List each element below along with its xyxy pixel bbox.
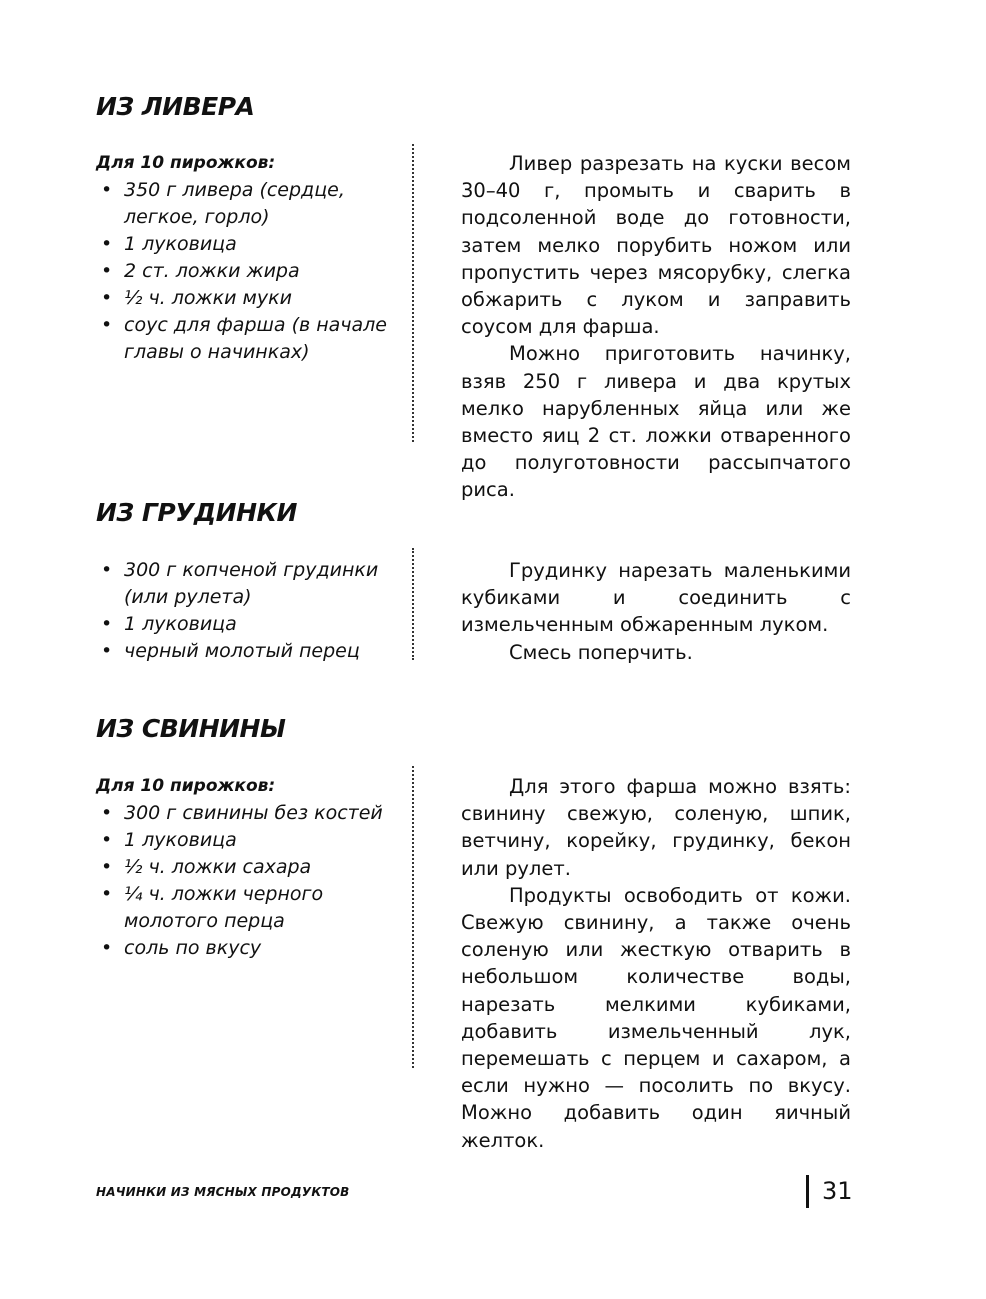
- bullet-icon: •: [101, 829, 113, 851]
- instructions-block-brisket: [461, 557, 851, 666]
- ingredient-item: • 2 ст. ложки жира: [96, 258, 401, 285]
- ingredient-list: [96, 177, 401, 366]
- ingredients-block-brisket: [96, 557, 401, 665]
- ingredient-item: • 1 луковица: [96, 827, 401, 854]
- ingredient-item: • 1 луковица: [96, 611, 401, 638]
- bullet-icon: •: [101, 260, 113, 282]
- column-divider: [412, 144, 414, 442]
- ingredients-block-liver: [96, 150, 401, 366]
- bullet-icon: •: [101, 802, 113, 824]
- bullet-icon: •: [101, 640, 113, 662]
- section-title-pork: ИЗ СВИНИНЫ: [96, 714, 286, 743]
- instruction-paragraph: Можно приготовить начинку, взяв 250 г ливера и два крутых мелко нарубленных яйца или же вместо яиц 2 ст. ложки отваренного до полуготовности рассыпчатого риса.: [461, 342, 851, 502]
- instruction-paragraph: Ливер разрезать на куски весом 30–40 г, промыть и сварить в подсоленной воде до готовности, затем мелко порубить ножом или пропустить через мясорубку, слегка обжарить с луком и заправить соусом для фарша.: [461, 152, 851, 339]
- bullet-icon: •: [101, 883, 113, 905]
- yield-label: Для 10 пирожков:: [96, 153, 276, 173]
- instruction-paragraph: Смесь поперчить.: [509, 640, 693, 664]
- bullet-icon: •: [101, 856, 113, 878]
- section-title-liver: ИЗ ЛИВЕРА: [96, 92, 255, 121]
- column-divider: [412, 548, 414, 660]
- bullet-icon: •: [101, 559, 113, 581]
- ingredient-item: • соль по вкусу: [96, 935, 401, 962]
- ingredient-list: [96, 557, 401, 665]
- bullet-icon: •: [101, 233, 113, 255]
- ingredient-item: • ¼ ч. ложки черного молотого перца: [101, 883, 324, 932]
- instruction-paragraph: Продукты освободить от кожи. Свежую свинину, а также очень соленую или жесткую отварить в небольшом количестве воды, нарезать мелкими кубиками, добавить измельченный лук, перемешать с перцем и сахаром, а если нужно — посолить по вкусу. Можно добавить один яичный желток.: [461, 883, 851, 1152]
- ingredient-item: • ½ ч. ложки муки: [96, 285, 401, 312]
- page-number-divider: [806, 1175, 809, 1208]
- column-divider: [412, 766, 414, 1068]
- instructions-block-liver: [461, 150, 851, 504]
- yield-label: Для 10 пирожков:: [96, 776, 276, 796]
- instruction-paragraph: Для этого фарша можно взять: свинину свежую, соленую, шпик, ветчину, корейку, грудинку, бекон или рулет.: [461, 775, 851, 880]
- instructions-block-pork: [461, 773, 851, 1154]
- ingredient-item: • 300 г свинины без костей: [96, 800, 401, 827]
- bullet-icon: •: [101, 179, 113, 201]
- ingredients-block-pork: [96, 773, 401, 962]
- ingredient-item: • ½ ч. ложки сахара: [96, 854, 401, 881]
- ingredient-item: • соус для фарша (в начале главы о начинках): [101, 314, 387, 363]
- bullet-icon: •: [101, 937, 113, 959]
- chapter-running-title: НАЧИНКИ ИЗ МЯСНЫХ ПРОДУКТОВ: [96, 1185, 350, 1199]
- bullet-icon: •: [101, 314, 113, 336]
- page-number: 31: [822, 1177, 853, 1205]
- bullet-icon: •: [101, 287, 113, 309]
- section-title-brisket: ИЗ ГРУДИНКИ: [96, 498, 297, 527]
- ingredient-item: • 350 г ливера (сердце, легкое, горло): [101, 179, 345, 228]
- ingredient-item: • 1 луковица: [96, 231, 401, 258]
- ingredient-list: [96, 800, 401, 962]
- ingredient-item: • черный молотый перец: [96, 638, 401, 665]
- bullet-icon: •: [101, 613, 113, 635]
- ingredient-item: • 300 г копченой грудинки (или рулета): [101, 559, 379, 608]
- instruction-paragraph: Грудинку нарезать маленькими кубиками и соединить с измельченным обжаренным луком.: [461, 559, 851, 637]
